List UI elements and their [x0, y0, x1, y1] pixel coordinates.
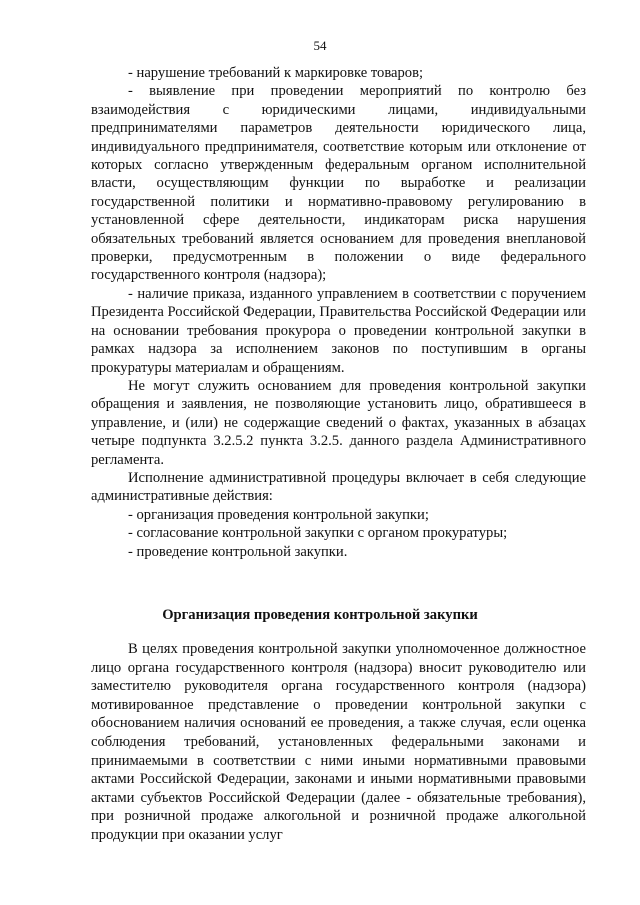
section-heading: Организация проведения контрольной закупки	[162, 607, 478, 623]
list-item: - согласование контрольной закупки с органом прокуратуры;	[128, 525, 508, 542]
body-text-bottom	[91, 640, 586, 845]
paragraph: Исполнение административной процедуры включает в себя следующие административные действия:	[91, 469, 586, 505]
list-item: - наличие приказа, изданного управлением в соответствии с поручением Президента Российской Федерации, Правительства Российской Федерации или на основании требования прокурора о проведении контрольной закупки в рамках надзора за исполнением законов по поступившим в органы прокуратуры материалам и обращениям.	[91, 285, 586, 376]
page-number: 54	[313, 38, 327, 53]
paragraph: Не могут служить основанием для проведения контрольной закупки обращения и заявления, не позволяющие установить лицо, обратившееся в управление, и (или) не содержащие сведений о фактах, указанных в абзацах четыре подпункта 3.2.5.2 пункта 3.2.5. данного раздела Административного регламента.	[91, 377, 586, 468]
body-text-top	[91, 64, 586, 561]
list-item: - организация проведения контрольной закупки;	[128, 506, 429, 523]
list-item: - выявление при проведении мероприятий по контролю без взаимодействия с юридическими лицами, индивидуальными предпринимателями параметров деятельности юридического лица, индивидуального предпринимателя, соответствие которым или отклонение от которых согласно утвержденным федеральным органом исполнительной власти, осуществляющим функции по выработке и реализации государственной политики и нормативно-правовому регулированию в установленной сфере деятельности, индикаторам риска нарушения обязательных требований является основанием для проведения внеплановой проверки, предусмотренным в положении о виде федерального государственного контроля (надзора);	[91, 83, 586, 284]
paragraph: В целях проведения контрольной закупки уполномоченное должностное лицо органа государственного контроля (надзора) вносит руководителю или заместителю руководителя органа государственного контроля (надзора) мотивированное представление о проведении контрольной закупки с обоснованием наличия оснований ее проведения, а также случая, если оценка соблюдения требований, установленных федеральными законами и принимаемыми в соответствии с ними иными нормативными правовыми актами Российской Федерации, законами и иными нормативными правовыми актами субъектов Российской Федерации (далее - обязательные требования), при розничной продаже алкогольной и розничной продаже алкогольной продукции при оказании услуг	[91, 641, 586, 843]
list-item: - проведение контрольной закупки.	[128, 543, 348, 560]
list-item: - нарушение требований к маркировке товаров;	[128, 65, 424, 81]
